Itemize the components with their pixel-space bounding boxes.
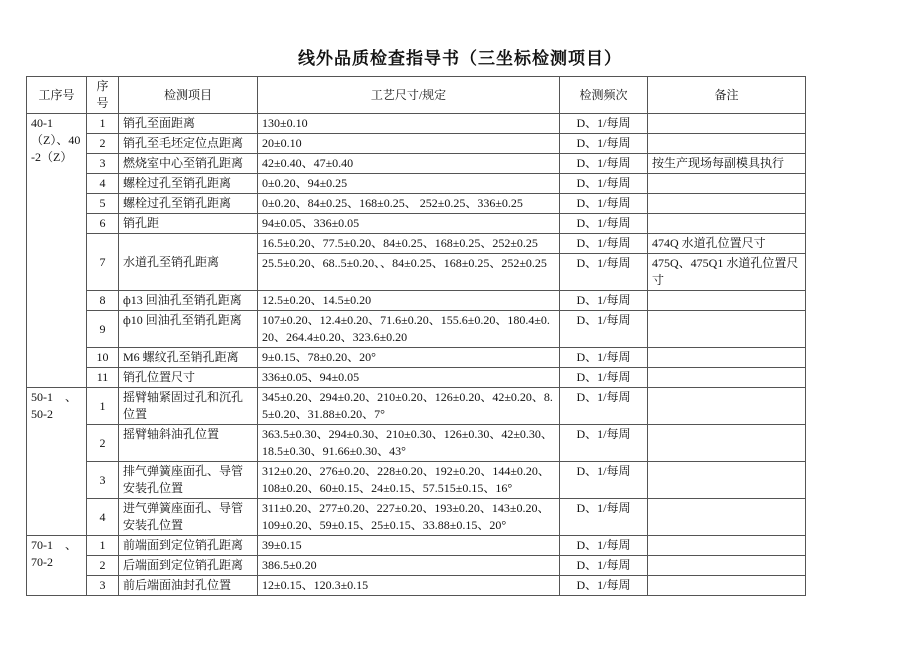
spec-value: 0±0.20、84±0.25、168±0.25、 252±0.25、336±0.25 <box>258 194 560 214</box>
note <box>648 499 806 536</box>
seq-no: 2 <box>87 134 119 154</box>
inspection-item: 前后端面油封孔位置 <box>119 576 258 596</box>
frequency: D、1/每周 <box>560 154 648 174</box>
table-row <box>27 194 806 214</box>
process-code: 50-1 、50-2 <box>27 388 87 536</box>
note <box>648 462 806 499</box>
seq-no: 1 <box>87 388 119 425</box>
note <box>648 311 806 348</box>
inspection-item: 摇臂轴紧固过孔和沉孔位置 <box>119 388 258 425</box>
note <box>648 291 806 311</box>
note <box>648 556 806 576</box>
frequency: D、1/每周 <box>560 134 648 154</box>
table-row <box>27 499 806 536</box>
table-row <box>27 368 806 388</box>
seq-no: 7 <box>87 234 119 291</box>
frequency: D、1/每周 <box>560 194 648 214</box>
header-note: 备注 <box>648 77 806 114</box>
frequency: D、1/每周 <box>560 214 648 234</box>
seq-no: 3 <box>87 154 119 174</box>
seq-no: 11 <box>87 368 119 388</box>
seq-no: 10 <box>87 348 119 368</box>
spec-value: 12.5±0.20、14.5±0.20 <box>258 291 560 311</box>
seq-no: 1 <box>87 114 119 134</box>
note <box>648 388 806 425</box>
spec-value: 363.5±0.30、294±0.30、210±0.30、126±0.30、42±0.30、18.5±0.30、91.66±0.30、43° <box>258 425 560 462</box>
spec-value: 94±0.05、336±0.05 <box>258 214 560 234</box>
inspection-item: 销孔距 <box>119 214 258 234</box>
spec-value: 311±0.20、277±0.20、227±0.20、193±0.20、143±0.20、109±0.20、59±0.15、25±0.15、33.88±0.15、20° <box>258 499 560 536</box>
spec-value: 42±0.40、47±0.40 <box>258 154 560 174</box>
spec-value: 39±0.15 <box>258 536 560 556</box>
table-row <box>27 214 806 234</box>
spec-value: 107±0.20、12.4±0.20、71.6±0.20、155.6±0.20、180.4±0.20、264.4±0.20、323.6±0.20 <box>258 311 560 348</box>
seq-no: 3 <box>87 576 119 596</box>
inspection-item: 销孔至毛坯定位点距离 <box>119 134 258 154</box>
inspection-item: 燃烧室中心至销孔距离 <box>119 154 258 174</box>
note <box>648 194 806 214</box>
note <box>648 134 806 154</box>
table-row <box>27 388 806 425</box>
spec-value: 20±0.10 <box>258 134 560 154</box>
inspection-item: 后端面到定位销孔距离 <box>119 556 258 576</box>
seq-no: 5 <box>87 194 119 214</box>
note <box>648 114 806 134</box>
inspection-table <box>26 76 806 596</box>
table-row <box>27 556 806 576</box>
inspection-item: 排气弹簧座面孔、导管安装孔位置 <box>119 462 258 499</box>
inspection-item: 销孔位置尺寸 <box>119 368 258 388</box>
spec-value: 345±0.20、294±0.20、210±0.20、126±0.20、42±0.20、8.5±0.20、31.88±0.20、7° <box>258 388 560 425</box>
table-row <box>27 234 806 254</box>
spec-value: 130±0.10 <box>258 114 560 134</box>
seq-no: 2 <box>87 425 119 462</box>
inspection-item: ф13 回油孔至销孔距离 <box>119 291 258 311</box>
seq-no: 9 <box>87 311 119 348</box>
note <box>648 576 806 596</box>
process-code: 40-1（Z）、40-2（Z） <box>27 114 87 388</box>
spec-value: 25.5±0.20、68..5±0.20、、84±0.25、168±0.25、252±0.25 <box>258 254 560 291</box>
table-row <box>27 462 806 499</box>
table-row <box>27 576 806 596</box>
note <box>648 348 806 368</box>
seq-no: 2 <box>87 556 119 576</box>
table-row <box>27 134 806 154</box>
note: 475Q、475Q1 水道孔位置尺寸 <box>648 254 806 291</box>
seq-no: 8 <box>87 291 119 311</box>
header-item: 检测项目 <box>119 77 258 114</box>
frequency: D、1/每周 <box>560 291 648 311</box>
spec-value: 312±0.20、276±0.20、228±0.20、192±0.20、144±0.20、108±0.20、60±0.15、24±0.15、57.515±0.15、16° <box>258 462 560 499</box>
note <box>648 174 806 194</box>
inspection-item: 前端面到定位销孔距离 <box>119 536 258 556</box>
header-frequency: 检测频次 <box>560 77 648 114</box>
inspection-item: 进气弹簧座面孔、导管安装孔位置 <box>119 499 258 536</box>
note <box>648 368 806 388</box>
frequency: D、1/每周 <box>560 556 648 576</box>
note: 按生产现场每副模具执行 <box>648 154 806 174</box>
table-row <box>27 425 806 462</box>
spec-value: 12±0.15、120.3±0.15 <box>258 576 560 596</box>
frequency: D、1/每周 <box>560 536 648 556</box>
seq-no: 4 <box>87 499 119 536</box>
inspection-item: ф10 回油孔至销孔距离 <box>119 311 258 348</box>
seq-no: 4 <box>87 174 119 194</box>
note <box>648 214 806 234</box>
inspection-item: 摇臂轴斜油孔位置 <box>119 425 258 462</box>
note <box>648 536 806 556</box>
table-row <box>27 311 806 348</box>
frequency: D、1/每周 <box>560 425 648 462</box>
seq-no: 3 <box>87 462 119 499</box>
table-row <box>27 536 806 556</box>
frequency: D、1/每周 <box>560 114 648 134</box>
note: 474Q 水道孔位置尺寸 <box>648 234 806 254</box>
inspection-item: 螺栓过孔至销孔距离 <box>119 174 258 194</box>
seq-no: 6 <box>87 214 119 234</box>
table-row <box>27 114 806 134</box>
inspection-item: 销孔至面距离 <box>119 114 258 134</box>
spec-value: 0±0.20、94±0.25 <box>258 174 560 194</box>
table-row <box>27 174 806 194</box>
table-row <box>27 291 806 311</box>
header-spec: 工艺尺寸/规定 <box>258 77 560 114</box>
spec-value: 336±0.05、94±0.05 <box>258 368 560 388</box>
header-seq-no: 序号 <box>87 77 119 114</box>
seq-no: 1 <box>87 536 119 556</box>
table-header <box>27 77 806 114</box>
frequency: D、1/每周 <box>560 254 648 291</box>
header-process-no: 工序号 <box>27 77 87 114</box>
inspection-item: 水道孔至销孔距离 <box>119 234 258 291</box>
frequency: D、1/每周 <box>560 462 648 499</box>
frequency: D、1/每周 <box>560 388 648 425</box>
spec-value: 9±0.15、78±0.20、20° <box>258 348 560 368</box>
frequency: D、1/每周 <box>560 576 648 596</box>
frequency: D、1/每周 <box>560 174 648 194</box>
note <box>648 425 806 462</box>
table-row <box>27 154 806 174</box>
frequency: D、1/每周 <box>560 368 648 388</box>
process-code: 70-1 、70-2 <box>27 536 87 596</box>
inspection-item: M6 螺纹孔至销孔距离 <box>119 348 258 368</box>
frequency: D、1/每周 <box>560 234 648 254</box>
page-title: 线外品质检查指导书（三坐标检测项目） <box>298 49 622 69</box>
inspection-item: 螺栓过孔至销孔距离 <box>119 194 258 214</box>
spec-value: 386.5±0.20 <box>258 556 560 576</box>
table-row <box>27 348 806 368</box>
frequency: D、1/每周 <box>560 499 648 536</box>
frequency: D、1/每周 <box>560 311 648 348</box>
spec-value: 16.5±0.20、77.5±0.20、84±0.25、168±0.25、252±0.25 <box>258 234 560 254</box>
frequency: D、1/每周 <box>560 348 648 368</box>
